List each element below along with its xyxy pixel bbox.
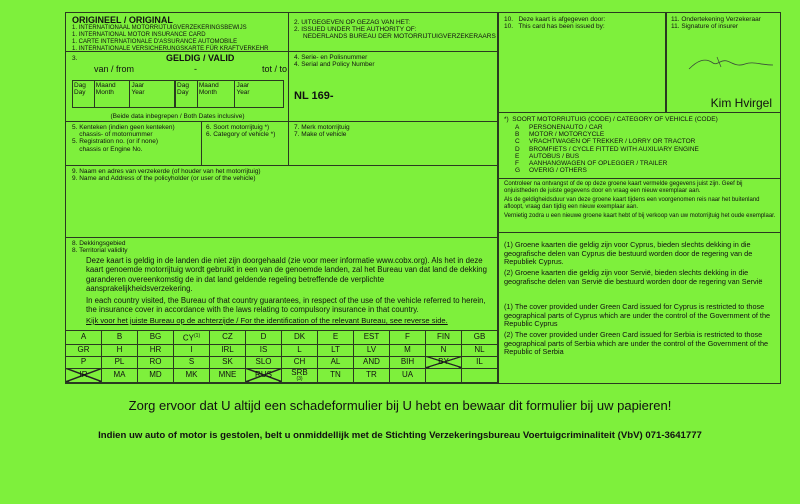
insurer-signatory-name: Kim Hvirgel xyxy=(710,96,772,110)
territory-reverse-note: Kijk voor het juiste Bureau op de achterzijde / For the identification of the relevant Bureau, see reverse side. xyxy=(86,316,448,325)
vehicle-category-f: F AANHANGWAGEN OF OPLEGGER / TRAILER xyxy=(515,160,668,168)
territory-label-1: 8. Dekkingsgebied xyxy=(72,240,126,247)
territory-text-en: In each country visited, the Bureau of that country guarantees, in respect of the use of the vehicle referred to herein, the insurance cover in accordance with the laws relating to compulsory insurance in that country. xyxy=(86,296,486,315)
issuer-line-2: 2. ISSUED UNDER THE AUTHORITY OF: xyxy=(294,26,417,33)
country-gr: GR xyxy=(66,344,102,356)
vehicle-category-b: B MOTOR / MOTORCYCLE xyxy=(515,131,605,139)
policyholder-box xyxy=(65,166,498,238)
country-empty xyxy=(426,368,462,382)
country-hr: HR xyxy=(138,344,174,356)
country-rus: RUS xyxy=(246,368,282,382)
country-row xyxy=(66,368,498,382)
control-notes-box xyxy=(498,179,781,233)
country-dk: DK xyxy=(282,331,318,345)
country-pl: PL xyxy=(102,356,138,368)
country-fin: FIN xyxy=(426,331,462,345)
validity-title: GELDIG / VALID xyxy=(166,53,235,63)
country-empty xyxy=(462,368,498,382)
signature-scribble xyxy=(687,53,777,75)
country-n: N xyxy=(426,344,462,356)
country-ro: RO xyxy=(138,356,174,368)
theft-notice: Indien uw auto of motor is gestolen, belt u onmiddellijk met de Stichting Verzekeringsbureau Voertuigcriminaliteit (VbV) 071-3641777 xyxy=(98,430,702,441)
vehicle-category-d: D BROMFIETS / CYCLE FITTED WITH AUXILIARY ENGINE xyxy=(515,145,699,153)
policy-number-box xyxy=(288,52,498,122)
country-ua: UA xyxy=(390,368,426,382)
country-ch: CH xyxy=(282,356,318,368)
card-title-line-3: 1. CARTE INTERNATIONALE D'ASSURANCE AUTOMOBILE xyxy=(72,39,238,45)
footnote-cyprus-nl: (1) Groene kaarten die geldig zijn voor Cyprus, bieden slechts dekking in die geografische delen van Cyprus die bestuurd worden door de regering van de Republiek Cyprus. xyxy=(504,240,753,267)
vehicle-category-legend xyxy=(498,113,781,179)
card-title-box xyxy=(65,12,288,52)
validity-to: tot / to xyxy=(262,64,288,74)
country-d: D xyxy=(246,331,282,345)
card-title-line-1: 1. INTERNATIONAAL MOTORRIJTUIGVERZEKERINGSBEWIJS xyxy=(72,25,247,31)
validity-box xyxy=(65,52,288,122)
vehicle-category-e: E AUTOBUS / BUS xyxy=(515,152,580,160)
validity-col-day-from: Dag Day xyxy=(73,81,95,107)
policy-number-label-1: 4. Serie- en Polisnummer xyxy=(294,54,368,61)
vehicle-category-list xyxy=(515,124,699,174)
policyholder-label-1: 9. Naam en adres van verzekerde (of houder van het motorrijtuig) xyxy=(72,168,261,175)
validity-col-month-to: Maand Month xyxy=(198,81,236,107)
country-row xyxy=(66,344,498,356)
country-h: H xyxy=(102,344,138,356)
validity-from: van / from xyxy=(94,64,135,74)
category-label: 6. Soort motorrijtuig *) 6. Category of vehicle *) xyxy=(206,124,276,139)
country-ir: IR xyxy=(66,368,102,382)
country-b: B xyxy=(102,331,138,345)
signature-line-2: 11. Signature of insurer xyxy=(671,23,739,30)
country-al: AL xyxy=(318,356,354,368)
validity-date-grid xyxy=(72,80,284,108)
policy-number-value: NL 169- xyxy=(294,90,334,102)
country-lv: LV xyxy=(354,344,390,356)
country-il: IL xyxy=(462,356,498,368)
country-l: L xyxy=(282,344,318,356)
footnote-cyprus-en: (1) The cover provided under Green Card issued for Cyprus is restricted to those geographical parts of Cyprus which are under the control of the Government of the Republic Cyprus xyxy=(504,302,771,329)
country-tn: TN xyxy=(318,368,354,382)
footnotes-box xyxy=(498,233,781,384)
country-i: I xyxy=(174,344,210,356)
country-table xyxy=(65,330,498,383)
footnote-serbia-nl: (2) Groene kaarten die geldig zijn voor Servië, bieden slechts dekking in die geografische delen van Servië die bestuurd worden door de regering van Servië xyxy=(504,268,763,286)
territory-text-nl: Deze kaart is geldig in de landen die niet zijn doorgehaald (zie voor meer informatie www.cobx.org). Als het in deze kaart genoemde motorrijtuig wordt gebruikt in een van de genoemde landen, zal het Bureau van dat land de dekking garanderen overeenkomstig de in dat land geldende regeling betreffende de verplichte aansprakelijkheidsverzekering. xyxy=(86,256,487,294)
vehicle-category-legend-title: *) SOORT MOTORRIJTUIG (CODE) / CATEGORY OF VEHICLE (CODE) xyxy=(504,116,718,123)
policy-number-label-2: 4. Serial and Policy Number xyxy=(294,61,375,68)
signature-line-1: 11. Ondertekening Verzekeraar xyxy=(671,16,761,23)
country-srb: SRB (3) xyxy=(282,368,318,382)
country-mne: MNE xyxy=(210,368,246,382)
country-tr: TR xyxy=(354,368,390,382)
country-nl: NL xyxy=(462,344,498,356)
issuer-line-1: 2. UITGEGEVEN OP GEZAG VAN HET: xyxy=(294,19,411,26)
country-p: P xyxy=(66,356,102,368)
policyholder-label-2: 9. Name and Address of the policyholder (or user of the vehicle) xyxy=(72,175,256,182)
country-is: IS xyxy=(246,344,282,356)
country-ma: MA xyxy=(102,368,138,382)
validity-col-year-from: Jaar Year xyxy=(130,81,176,107)
card-title: ORIGINEEL / ORIGINAL xyxy=(72,15,173,25)
country-lt: LT xyxy=(318,344,354,356)
footnote-serbia-en: (2) The cover provided under Green Card issued for Serbia is restricted to those geographical parts of Serbia which are under the control of the Government of the Republic of Serbia xyxy=(504,330,769,357)
validity-dash: - xyxy=(194,64,197,74)
country-slo: SLO xyxy=(246,356,282,368)
vehicle-category-g: G OVERIG / OTHERS xyxy=(515,167,587,175)
category-box xyxy=(201,122,288,166)
validity-note: (Beide data inbegrepen / Both Dates inclusive) xyxy=(110,113,245,120)
issuer-line-3: NEDERLANDS BUREAU DER MOTORRIJTUIGVERZEKERAARS xyxy=(294,33,496,40)
country-e: E xyxy=(318,331,354,345)
validity-col-year-to: Jaar Year xyxy=(236,82,250,97)
issued-by-line-2: 10. This card has been issued by: xyxy=(504,23,605,30)
country-cz: CZ xyxy=(210,331,246,345)
country-bih: BIH xyxy=(390,356,426,368)
registration-label: 5. Kenteken (indien geen kenteken) chassis- of motornummer 5. Registration no. (or if none) chassis or Engine No. xyxy=(72,124,175,153)
cyprus-footnote-marker: (1) xyxy=(194,333,201,339)
make-label: 7. Merk motorrijtuig 7. Make of vehicle xyxy=(294,124,350,139)
country-bg: BG xyxy=(138,331,174,345)
control-note-1: Controleer na ontvangst of de op deze groene kaart vermelde gegevens juist zijn. Geef bij onjuistheden de juiste gegevens door en vraag een nieuw exemplaar aan. xyxy=(504,181,743,194)
country-est: EST xyxy=(354,331,390,345)
country-and: AND xyxy=(354,356,390,368)
validity-col-month-from: Maand Month xyxy=(95,81,131,107)
damage-form-reminder: Zorg ervoor dat U altijd een schadeformulier bij U hebt en bewaar dit formulier bij uw papieren! xyxy=(128,398,672,413)
validity-label: 3. xyxy=(72,55,78,62)
country-s: S xyxy=(174,356,210,368)
validity-col-day-to: Dag Day xyxy=(176,81,198,107)
country-gb: GB xyxy=(462,331,498,345)
card-title-line-4: 1. INTERNATIONALE VERSICHERUNGSKARTE FÜR KRAFTVERKEHR xyxy=(72,46,269,52)
make-box xyxy=(288,122,498,166)
country-md: MD xyxy=(138,368,174,382)
country-row xyxy=(66,331,498,345)
country-by: BY xyxy=(426,356,462,368)
country-f: F xyxy=(390,331,426,345)
registration-box xyxy=(65,122,201,166)
control-note-3: Vernietig zodra u een nieuwe groene kaart hebt of bij verkoop van uw motorrijtuig het oude exemplaar. xyxy=(504,213,776,219)
vehicle-category-a: A PERSONENAUTO / CAR xyxy=(515,124,603,131)
card-title-line-2: 1. INTERNATIONAL MOTOR INSURANCE CARD xyxy=(72,32,206,38)
issuer-box xyxy=(288,12,498,52)
country-sk: SK xyxy=(210,356,246,368)
signature-box xyxy=(666,12,781,113)
country-irl: IRL xyxy=(210,344,246,356)
country-cy: CY$^{(1)}$ xyxy=(174,331,210,345)
country-m: M xyxy=(390,344,426,356)
country-row xyxy=(66,356,498,368)
issued-by-line-1: 10. Deze kaart is afgegeven door: xyxy=(504,16,606,23)
country-mk: MK xyxy=(174,368,210,382)
vehicle-category-c: C VRACHTWAGEN OF TREKKER / LORRY OR TRACTOR xyxy=(515,138,696,146)
country-a: A xyxy=(66,331,102,345)
territory-label-2: 8. Territorial validity xyxy=(72,247,128,254)
control-note-2: Als de geldigheidsduur van deze groene kaart tijdens een voorgenomen reis naar het buitenland afloopt, vraag dan tijdig een nieuw exemplaar aan. xyxy=(504,197,760,210)
serbia-footnote-marker: (3) xyxy=(296,375,303,382)
issued-by-box xyxy=(498,12,666,113)
